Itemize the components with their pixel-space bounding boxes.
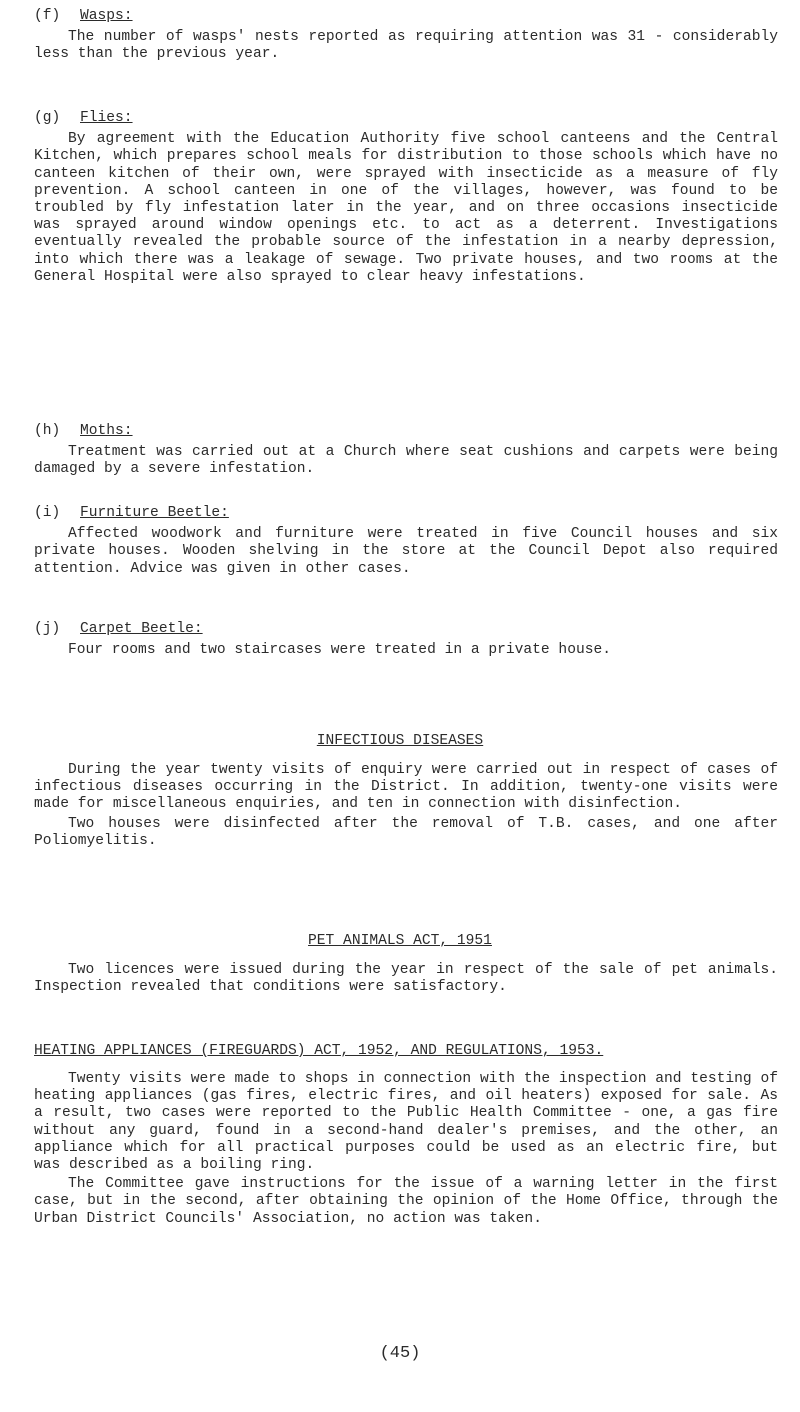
section-body: [34, 29, 778, 63]
section-number: (f): [34, 8, 61, 24]
paragraph: By agreement with the Education Authority five school canteens and the Central Kitchen, which prepares school meals for distribution to those schools which have no canteen kitchen of their own, were sprayed with insecticide as a measure of fly prevention. A school canteen in one of the villages, however, was found to be troubled by fly infestation later in the year, and on three occasions insecticide was sprayed around window openings etc. to act as a deterrent. Investigations eventually revealed the probable source of the infestation in a nearby depression, into which there was a leakage of sewage. Two private houses, and two rooms at the General Hospital were also sprayed to clear heavy infestations.: [34, 131, 778, 285]
paragraph: Twenty visits were made to shops in connection with the inspection and testing of heating appliances (gas fires, electric fires, and oil heaters) exposed for sale. As a result, two cases were reported to the Public Health Committee - one, a gas fire without any guard, found in a second-hand dealer's premises, and the other, an appliance which for all practical purposes could be used as an electric fire, but was described as a boiling ring.: [34, 1071, 778, 1174]
paragraph: The number of wasps' nests reported as requiring attention was 31 - considerably less than the previous year.: [34, 29, 778, 63]
section-moths: [34, 423, 778, 479]
section-number: (j): [34, 621, 61, 637]
section-title: Furniture Beetle:: [80, 505, 229, 521]
page-number: (45): [379, 1344, 421, 1363]
infectious-diseases-heading: INFECTIOUS DISEASES: [316, 733, 484, 749]
heating-appliances-body: [34, 1071, 778, 1228]
section-number: (i): [34, 505, 61, 521]
heating-appliances-heading: HEATING APPLIANCES (FIREGUARDS) ACT, 1952, AND REGULATIONS, 1953.: [34, 1043, 604, 1059]
paragraph: Four rooms and two staircases were treated in a private house.: [68, 642, 611, 659]
section-carpet-beetle: [34, 621, 778, 659]
section-number: (h): [34, 423, 61, 439]
infectious-diseases-body: [34, 762, 778, 850]
section-title: Carpet Beetle:: [80, 621, 203, 637]
paragraph: The Committee gave instructions for the issue of a warning letter in the first case, but in the second, after obtaining the opinion of the Home Office, through the Urban District Councils' Association, no action was taken.: [34, 1176, 778, 1227]
section-title: Moths:: [80, 423, 133, 439]
pet-animals-act-body: [34, 962, 778, 996]
paragraph: Affected woodwork and furniture were treated in five Council houses and six private houses. Wooden shelving in the store at the Council Depot also required attention. Advice was given in other cases.: [34, 526, 778, 577]
section-body: [34, 444, 778, 478]
paragraph: Treatment was carried out at a Church where seat cushions and carpets were being damaged by a severe infestation.: [34, 444, 778, 478]
section-title: Flies:: [80, 110, 133, 126]
section-number: (g): [34, 110, 61, 126]
section-flies: [34, 110, 778, 286]
section-furniture-beetle: [34, 505, 778, 578]
paragraph: During the year twenty visits of enquiry were carried out in respect of cases of infectious diseases occurring in the District. In addition, twenty-one visits were made for miscellaneous enquiries, and ten in connection with disinfection.: [34, 762, 778, 813]
paragraph: Two houses were disinfected after the removal of T.B. cases, and one after Poliomyelitis.: [34, 815, 778, 849]
pet-animals-act-heading: PET ANIMALS ACT, 1951: [308, 933, 492, 949]
section-title: Wasps:: [80, 8, 133, 24]
section-wasps: [34, 8, 778, 64]
section-body: [34, 131, 778, 286]
paragraph: Two licences were issued during the year in respect of the sale of pet animals. Inspection revealed that conditions were satisfactory.: [34, 962, 778, 996]
section-body: [34, 526, 778, 578]
section-body: [34, 642, 778, 659]
